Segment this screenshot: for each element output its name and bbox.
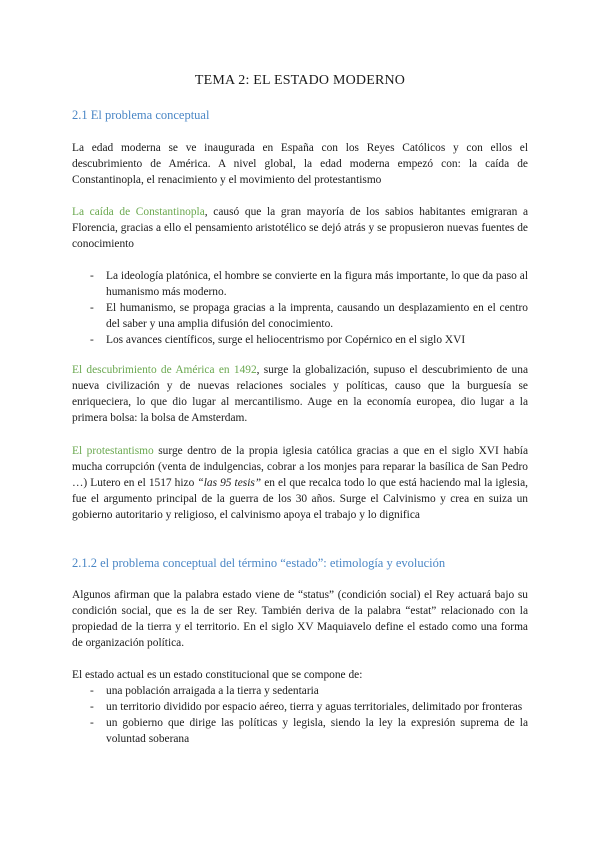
section-heading-termino-estado: 2.1.2 el problema conceptual del término “estado”: etimología y evolución (72, 556, 446, 570)
tesis-quote: “las 95 tesis” (197, 477, 262, 489)
list-item: - La ideología platónica, el hombre se convierte en la figura más importante, lo que da paso al humanismo más moderno. (72, 268, 528, 300)
document-title: TEMA 2: EL ESTADO MODERNO (194, 73, 406, 88)
list-item: - un territorio dividido por espacio aéreo, tierra y aguas territoriales, delimitado por fronteras (72, 699, 528, 715)
list-item: - El humanismo, se propaga gracias a la imprenta, causando un desplazamiento en el centro del saber y una amplia difusión del conocimiento. (72, 300, 528, 332)
list-item: - un gobierno que dirige las políticas y legisla, siendo la ley la expresión suprema de la voluntad soberana (72, 715, 528, 747)
protestantismo-text-after: en el que recalca todo lo que está haciendo mal la iglesia, fue el argumento principal de la guerra de los 30 años. Surge el Calvinismo y crea en suiza un gobierno autoritario y religioso, el calvinismo apoya el trabajo y lo dignifica (72, 477, 528, 521)
estado-components-list (72, 683, 528, 747)
section-heading-problema-conceptual: 2.1 El problema conceptual (72, 108, 210, 122)
protestantismo-paragraph (72, 443, 528, 523)
etimologia-paragraph: Algunos afirman que la palabra estado viene de “status” (condición social) el Rey actuará bajo su condición social, que es la de ser Rey. También deriva de la palabra “estat” relacionado con la propiedad de la tierra y el territorio. En el siglo XV Maquiavelo define el estado como una forma de organización política. (72, 589, 528, 649)
list-item: - una población arraigada a la tierra y sedentaria (72, 683, 528, 699)
ideas-list (72, 268, 528, 348)
america-highlight: El descubrimiento de América en 1492 (72, 364, 257, 376)
intro-paragraph: La edad moderna se ve inaugurada en España con los Reyes Católicos y con ellos el descubrimiento de América. A nivel global, la edad moderna empezó con: la caída de Constantinopla, el renacimiento y el movimiento del protestantismo (72, 142, 528, 186)
america-paragraph (72, 362, 528, 426)
constantinopla-text: , causó que la gran mayoría de los sabios habitantes emigraran a Florencia, gracias a ello el pensamiento aristotélico se dejó atrás y se propusieron nuevas fuentes de conocimiento (72, 206, 528, 250)
protestantismo-highlight: El protestantismo (72, 445, 154, 457)
protestantismo-text-before: surge dentro de la propia iglesia católica gracias a que en el siglo XVI había mucha corrupción (venta de indulgencias, cobrar a los monjes para reparar la basílica de San Pedro …) Lutero en el 1517 hizo (72, 445, 528, 489)
list-item: - Los avances científicos, surge el heliocentrismo por Copérnico en el siglo XVI (72, 332, 528, 348)
constantinopla-highlight: La caída de Constantinopla (72, 206, 205, 218)
constantinopla-paragraph (72, 204, 528, 252)
america-text: , surge la globalización, supuso el descubrimiento de una nueva civilización y de nuevas relaciones sociales y políticas, causo que la burguesía se enriqueciera, lo que dio lugar al mercantilismo. Auge en la economía europea, dio lugar a la primera bolsa: la bolsa de Amsterdam. (72, 364, 528, 424)
estado-lead: El estado actual es un estado constitucional que se compone de: (72, 669, 363, 681)
